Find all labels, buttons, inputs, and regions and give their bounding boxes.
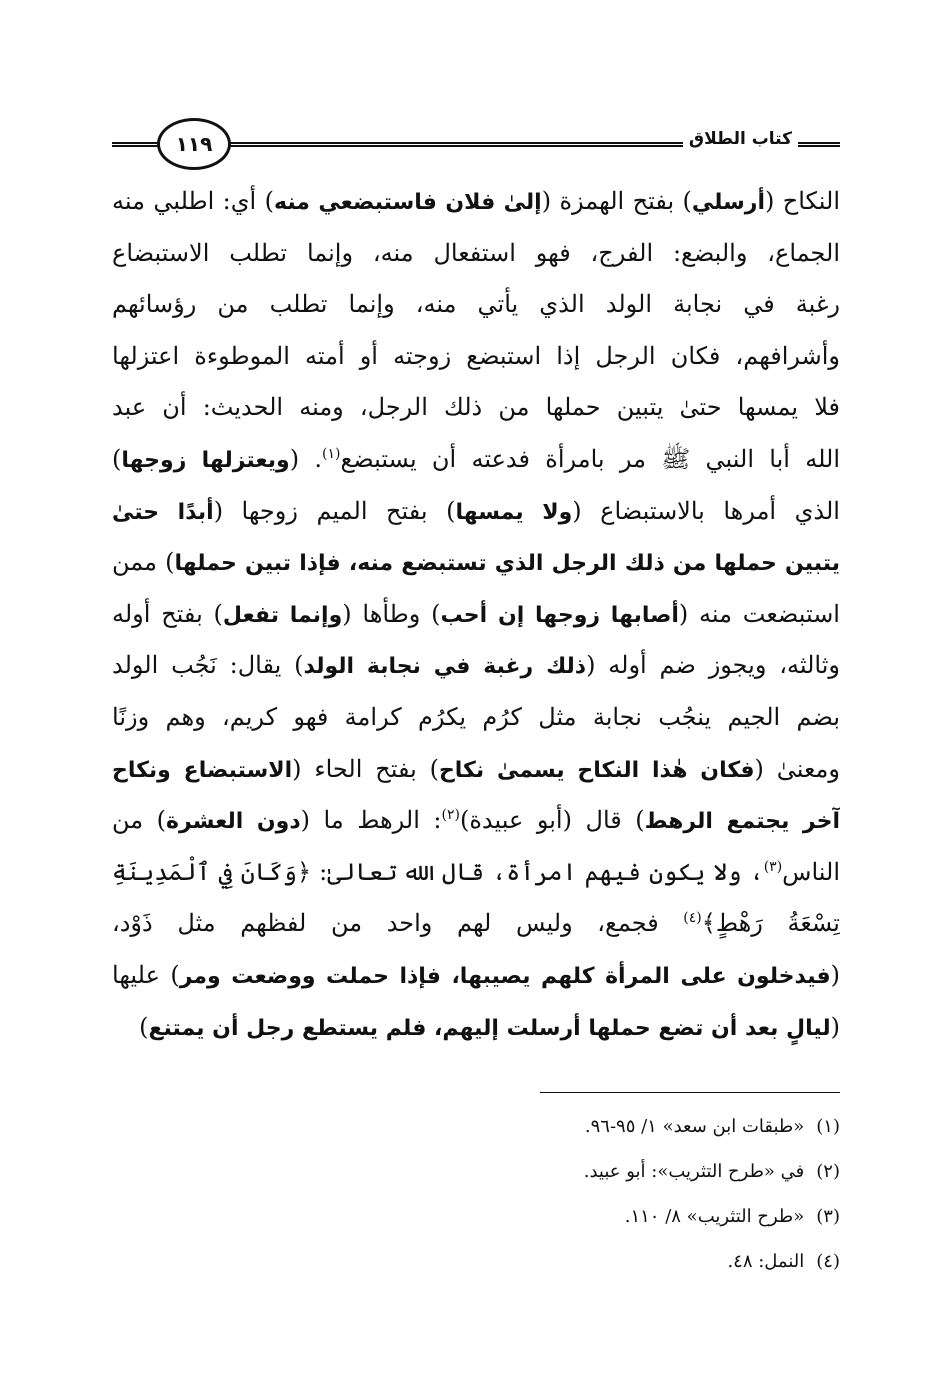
quoted-hadith-text: ليالٍ بعد أن تضع حملها أرسلت إليهم، فلم يستطع رجل أن يمتنع: [148, 1015, 831, 1041]
body-text: [112, 176, 840, 1053]
footnote: [240, 1149, 840, 1194]
text-line: [112, 176, 840, 228]
text-line: [112, 744, 840, 796]
quoted-hadith-text: يتبين حملها من ذلك الرجل الذي تستبضع منه، فإذا تبين حملها: [174, 551, 840, 577]
commentary-text: ) بفتح الحاء (: [292, 754, 439, 783]
footnote-marker: (١): [322, 445, 341, 462]
quoted-hadith-text: فكان هٰذا النكاح يسمىٰ نكاح: [438, 757, 755, 783]
quoted-hadith-text: دون العشرة: [166, 809, 301, 835]
footnote: [240, 1194, 840, 1239]
commentary-text: ومعنىٰ (: [754, 754, 840, 783]
commentary-text: ، ولا يكون فيهم امرأة، قال الله تعالىٰ: ﴿وَكَانَ فِي ٱلْمَدِينَةِ: [112, 857, 764, 886]
footnote-separator: [540, 1092, 840, 1093]
commentary-text: الجماع، والبضع: الفرج، فهو استفعال منه، وإنما تطلب الاستبضاع: [112, 238, 840, 267]
commentary-text: . (: [289, 444, 323, 473]
commentary-text: وأشرافهم، فكان الرجل إذا استبضع زوجته أو أمته الموطوءة اعتزلها: [112, 341, 840, 370]
text-line: [112, 228, 840, 280]
page-header: [112, 118, 840, 170]
footnote: [240, 1239, 840, 1284]
commentary-text: (: [830, 960, 840, 989]
commentary-text: ) عليها: [112, 960, 180, 989]
commentary-text: ) بفتح الميم زوجها (: [213, 496, 456, 525]
footnote-number: (١): [816, 1116, 840, 1137]
quoted-hadith-text: أبدًا حتىٰ: [112, 499, 214, 525]
commentary-text: ) ممن: [112, 548, 175, 577]
footnote: [240, 1104, 840, 1149]
commentary-text: ) قال (أبو عبيدة): [459, 806, 645, 835]
commentary-text: ) وطأها (: [342, 599, 441, 628]
commentary-text: استبضعت منه (: [678, 599, 840, 628]
quoted-hadith-text: أرسلي: [691, 190, 765, 215]
header-rule-left: [112, 142, 160, 147]
text-line: [112, 331, 840, 383]
commentary-text: الناس: [782, 857, 840, 886]
commentary-text: فجمع، وليس لهم واحد من لفظهم مثل ذَوْد،: [112, 909, 684, 938]
commentary-text: النكاح (: [765, 187, 840, 215]
commentary-text: الذي أمرها بالاستبضاع (: [572, 496, 840, 525]
footnote-number: (٣): [816, 1206, 840, 1227]
quoted-hadith-text: الاستبضاع ونكاح: [112, 757, 293, 783]
footnotes: [240, 1104, 840, 1284]
footnote-marker: (٤): [683, 910, 702, 927]
quoted-hadith-text: فيدخلون على المرأة كلهم يصيبها، فإذا حملت ووضعت ومر: [179, 963, 831, 989]
commentary-text: وثالثه، ويجوز ضم أوله (: [586, 651, 840, 680]
commentary-text: رغبة في نجابة الولد الذي يأتي منه، وإنما تطلب من رؤسائهم: [112, 290, 840, 319]
text-line: [112, 795, 840, 847]
footnote-text: النمل: ٤٨.: [727, 1251, 805, 1272]
commentary-text: : الرهط ما (: [300, 806, 442, 835]
text-line: [112, 1002, 840, 1054]
page-number: ١١٩: [157, 118, 231, 170]
commentary-text: ) بفتح أوله: [112, 599, 223, 628]
text-line: [112, 950, 840, 1002]
quoted-hadith-text: ويعتزلها زوجها: [121, 447, 290, 473]
commentary-text: ) من: [112, 806, 167, 835]
footnote-text: «طرح التثريب» ٨/ ١١٠.: [624, 1206, 805, 1227]
text-line: [112, 847, 840, 899]
commentary-text: تِسْعَةُ رَهْطٍ﴾: [701, 909, 840, 938]
text-line: [112, 898, 840, 950]
text-line: [112, 589, 840, 641]
commentary-text: بضم الجيم ينجُب نجابة مثل كرُم يكرُم كرامة فهو كريم، وهم وزنًا: [112, 702, 840, 731]
quoted-hadith-text: إلىٰ فلان فاستبضعي منه: [273, 190, 542, 215]
quoted-hadith-text: ولا يمسها: [455, 499, 573, 525]
text-line: [112, 434, 840, 486]
footnote-marker: (٣): [763, 858, 783, 875]
quoted-hadith-text: آخر يجتمع الرهط: [644, 809, 840, 835]
text-line: [112, 640, 840, 692]
quoted-hadith-text: ذلك رغبة في نجابة الولد: [303, 654, 587, 680]
text-line: [112, 692, 840, 744]
text-line: [112, 382, 840, 434]
commentary-text: ) بفتح الهمزة (: [541, 187, 692, 215]
commentary-text: الله أبا النبي ﷺ مر بامرأة فدعته أن يستبضع: [340, 444, 840, 473]
footnote-text: في «طرح التثريب»: أبو عبيد.: [583, 1161, 805, 1182]
footnote-marker: (٢): [441, 807, 460, 824]
text-line: [112, 486, 840, 538]
text-line: [112, 537, 840, 589]
footnote-number: (٢): [816, 1161, 840, 1182]
text-line: [112, 279, 840, 331]
commentary-text: ) أي: اطلبي منه: [112, 187, 274, 215]
quoted-hadith-text: وإنما تفعل: [222, 602, 343, 628]
quoted-hadith-text: أصابها زوجها إن أحب: [440, 602, 679, 628]
commentary-text: فلا يمسها حتىٰ يتبين حملها من ذلك الرجل، ومنه الحديث: أن عبد: [112, 393, 840, 422]
commentary-text: (: [830, 1012, 840, 1041]
commentary-text: ) يقال: نَجُب الولد: [112, 651, 304, 680]
commentary-text: ): [139, 1012, 149, 1041]
commentary-text: ): [112, 444, 122, 473]
running-title: كتاب الطلاق: [683, 129, 798, 149]
footnote-number: (٤): [816, 1251, 840, 1272]
footnote-text: «طبقات ابن سعد» ١/ ٩٥-٩٦.: [584, 1116, 805, 1137]
